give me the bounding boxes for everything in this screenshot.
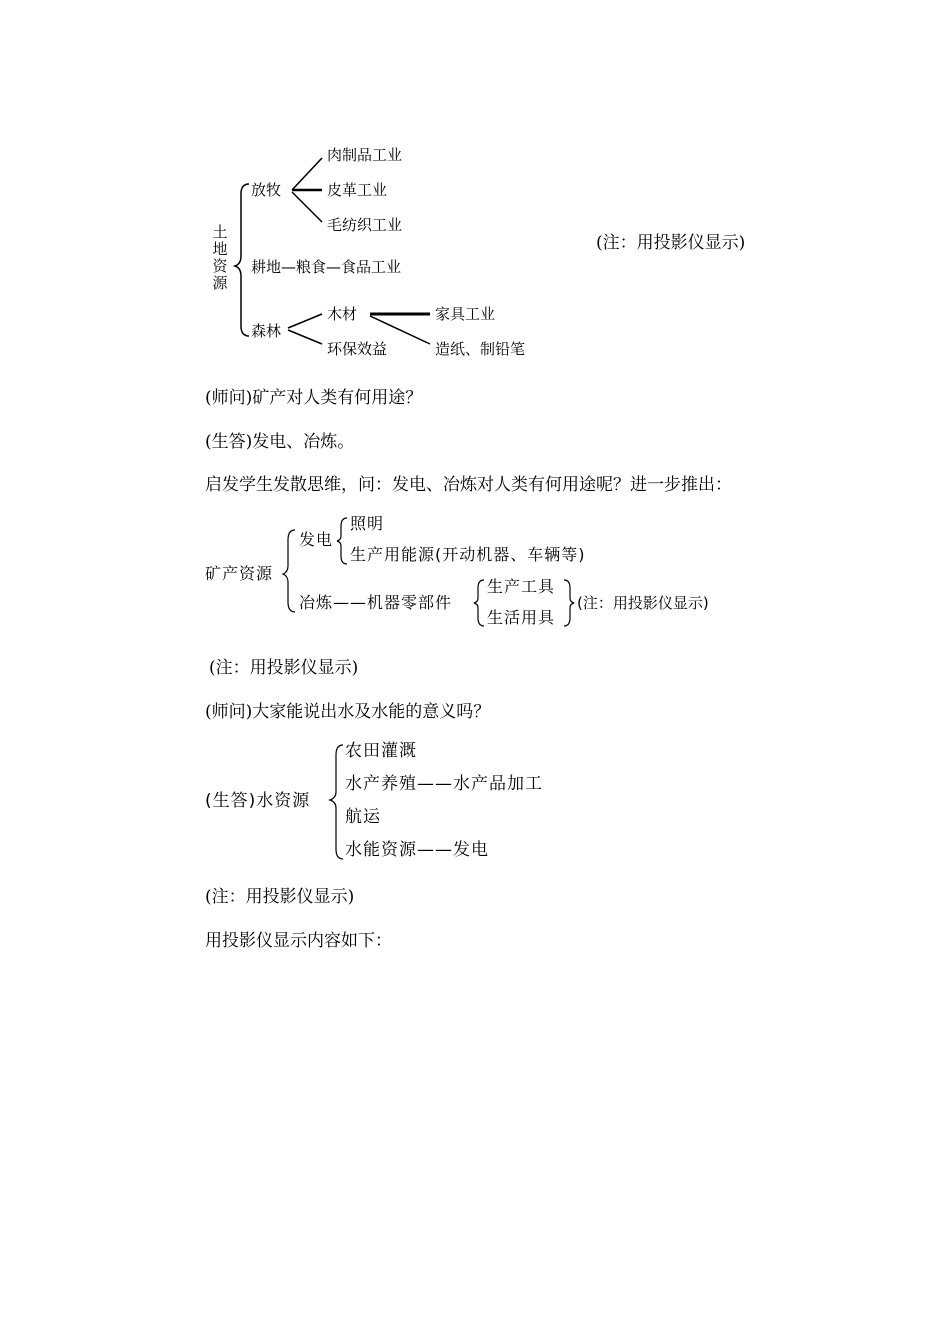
power-child-1: 照明 [350,514,385,533]
water-item-1: 农田灌溉 [345,741,417,761]
inspiration-paragraph: 启发学生发散思维，问：发电、冶炼对人类有何用途呢？进一步推出： [205,475,732,495]
power-label: 发电 [299,530,334,549]
power-child-2: 生产用能源(开动机器、车辆等) [350,545,586,564]
wood-label: 木材 [327,305,358,323]
forest-label: 森林 [251,322,282,340]
land-root-label: 土地资源 [212,223,228,292]
projector-note-3: (注：用投影仪显示) [205,887,355,907]
mineral-root-label: 矿产资源 [205,564,274,583]
teacher-question-2: (师问)大家能说出水及水能的意义吗？ [205,702,491,722]
smelting-child-2: 生活用具 [487,608,556,627]
projector-note-2: (注：用投影仪显示) [209,658,359,678]
wood-child-2: 造纸、制铅笔 [435,340,526,358]
eco-benefit-label: 环保效益 [327,340,388,358]
water-item-2: 水产养殖——水产品加工 [345,774,543,794]
projector-content-intro: 用投影仪显示内容如下： [205,931,392,951]
student-answer-1: (生答)发电、冶炼。 [205,432,355,452]
farmland-chain: 耕地—粮食—食品工业 [251,258,402,276]
smelting-chain: 冶炼——机器零部件 [299,593,453,612]
water-root-brace [330,745,343,859]
water-item-3: 航运 [345,807,381,827]
grazing-child-3: 毛纺织工业 [327,216,403,234]
teacher-question-1: (师问)矿产对人类有何用途？ [205,388,423,408]
smelting-child-1: 生产工具 [487,577,556,596]
mineral-projector-note: (注：用投影仪显示) [577,594,709,612]
wood-child-1: 家具工业 [435,305,496,323]
grazing-label: 放牧 [251,181,282,199]
water-item-4: 水能资源——发电 [345,840,489,860]
projector-note-right: (注：用投影仪显示) [596,233,746,253]
grazing-child-1: 肉制品工业 [327,146,403,164]
water-root-label: (生答)水资源 [205,791,311,811]
grazing-child-2: 皮革工业 [327,181,388,199]
